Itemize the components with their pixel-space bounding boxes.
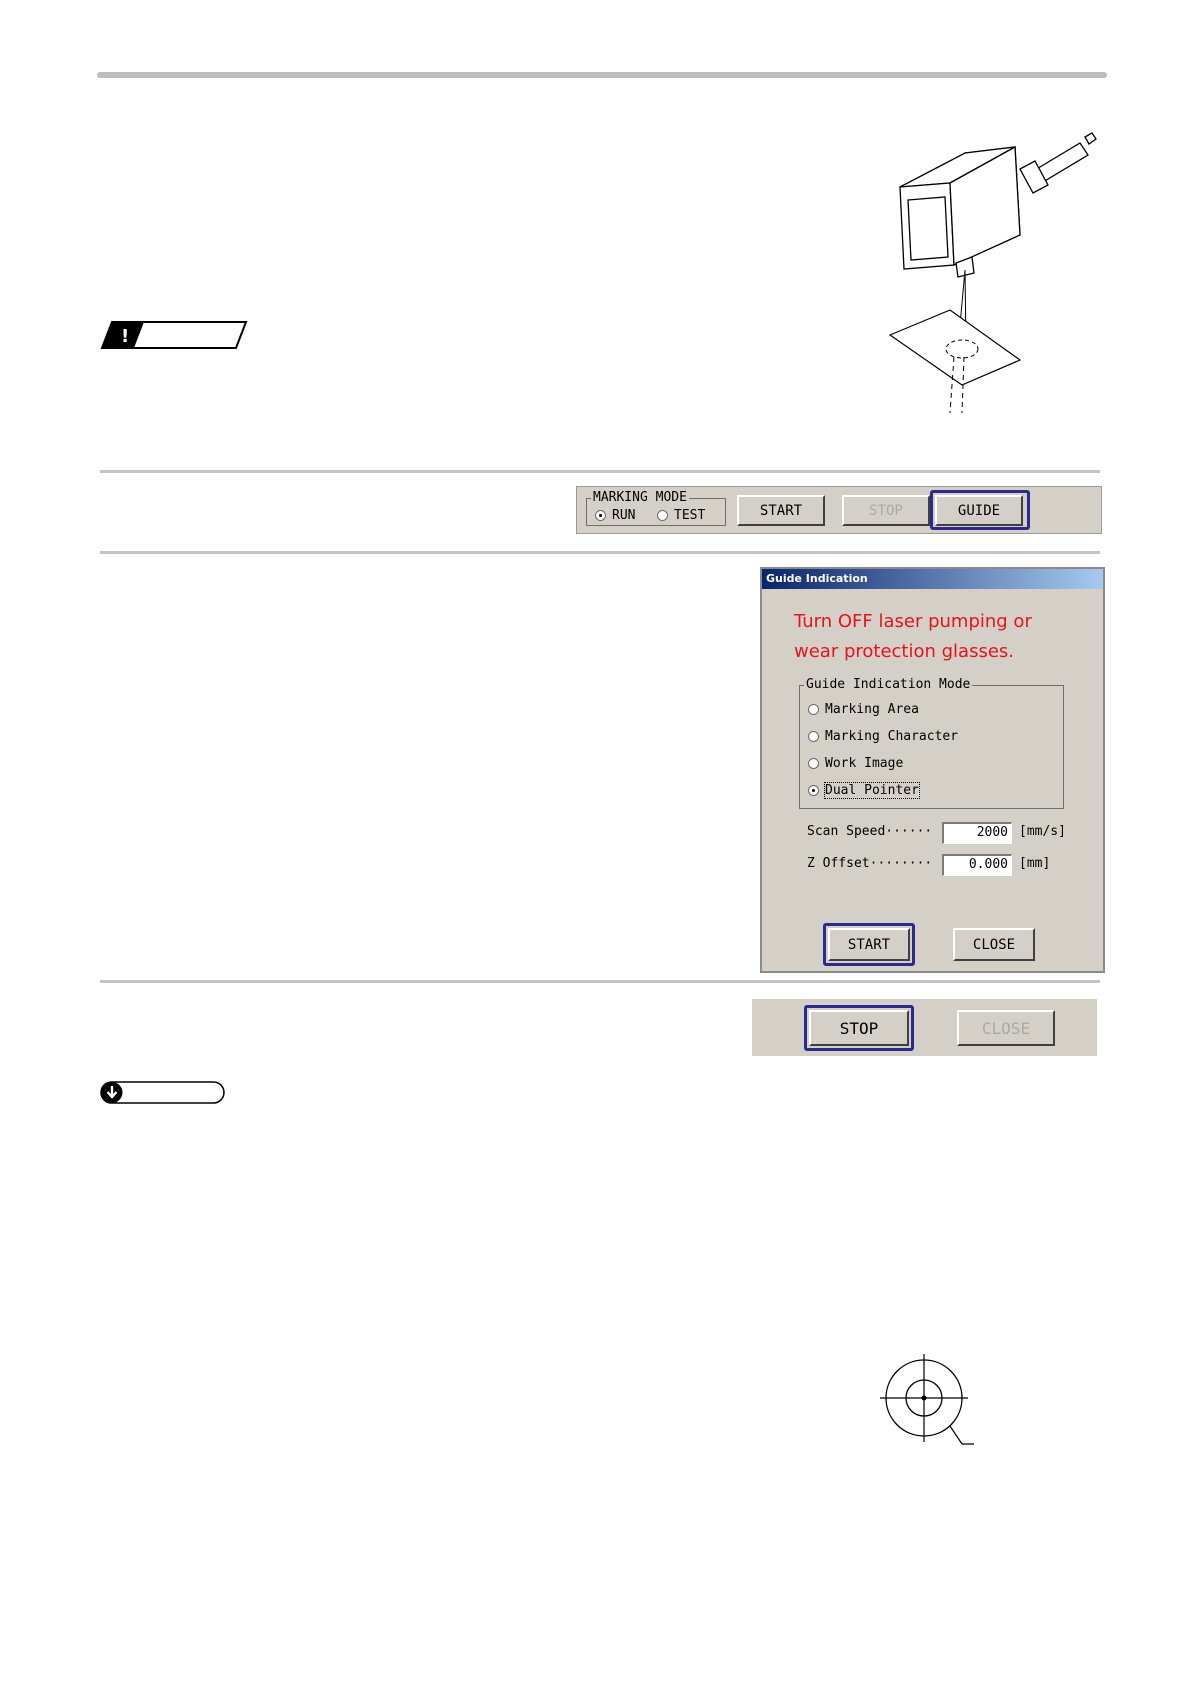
radio-test-label: TEST <box>674 508 706 523</box>
section-rule-1 <box>100 470 1100 473</box>
stop-button-highlight <box>804 1005 914 1051</box>
toolbar-start-button[interactable]: START <box>737 495 825 526</box>
dialog-start-highlight <box>823 923 915 966</box>
arrow-down-circle-icon <box>100 1081 226 1105</box>
z-offset-unit: [mm] <box>1019 856 1051 871</box>
stop-close-bar <box>752 999 1097 1056</box>
radio-run-label: RUN <box>612 508 636 523</box>
svg-text:!: ! <box>121 326 130 347</box>
option-marking-character-label: Marking Character <box>825 729 959 744</box>
option-marking-character-radio[interactable] <box>808 731 819 742</box>
toolbar-stop-button[interactable]: STOP <box>842 495 930 526</box>
option-dual-pointer-radio[interactable] <box>808 785 819 796</box>
option-marking-area[interactable] <box>808 702 919 717</box>
option-dual-pointer-label: Dual Pointer <box>825 783 919 798</box>
option-work-image-radio[interactable] <box>808 758 819 769</box>
guide-indication-dialog <box>760 567 1105 973</box>
guide-mode-title: Guide Indication Mode <box>806 677 971 692</box>
stopbar-stop-button[interactable]: STOP <box>809 1010 909 1046</box>
dialog-title: Guide Indication <box>762 569 1103 589</box>
scan-speed-input[interactable]: 2000 <box>942 822 1012 844</box>
z-offset-label: Z Offset········ <box>807 856 933 871</box>
option-work-image-label: Work Image <box>825 756 904 771</box>
guide-mode-group <box>799 677 1064 809</box>
exclamation-tag-icon <box>100 320 248 350</box>
warning-line-1: Turn OFF laser pumping or <box>794 611 1032 632</box>
option-marking-area-radio[interactable] <box>808 704 819 715</box>
marking-mode-group <box>586 490 726 526</box>
crosshair-target-icon <box>878 1352 978 1452</box>
section-rule-2 <box>100 551 1100 554</box>
laser-head-illustration <box>870 125 1110 415</box>
scan-speed-unit: [mm/s] <box>1019 824 1066 839</box>
dialog-close-button[interactable]: CLOSE <box>953 928 1035 961</box>
marking-mode-title: MARKING MODE <box>593 490 687 505</box>
top-rule <box>97 72 1107 78</box>
radio-test-indicator[interactable] <box>657 510 668 521</box>
radio-run[interactable] <box>595 508 635 523</box>
marking-mode-toolbar <box>576 486 1102 534</box>
guide-button-highlight <box>930 490 1030 530</box>
radio-run-indicator[interactable] <box>595 510 606 521</box>
option-dual-pointer[interactable] <box>808 783 919 798</box>
option-work-image[interactable] <box>808 756 903 771</box>
warning-line-2: wear protection glasses. <box>794 641 1015 662</box>
z-offset-input[interactable]: 0.000 <box>942 854 1012 876</box>
stopbar-close-button[interactable]: CLOSE <box>957 1010 1055 1046</box>
option-marking-area-label: Marking Area <box>825 702 919 717</box>
dialog-start-button[interactable]: START <box>828 928 910 961</box>
section-rule-3 <box>100 980 1100 983</box>
radio-test[interactable] <box>657 508 705 523</box>
scan-speed-label: Scan Speed······ <box>807 824 933 839</box>
option-marking-character[interactable] <box>808 729 958 744</box>
toolbar-guide-button[interactable]: GUIDE <box>935 495 1023 526</box>
